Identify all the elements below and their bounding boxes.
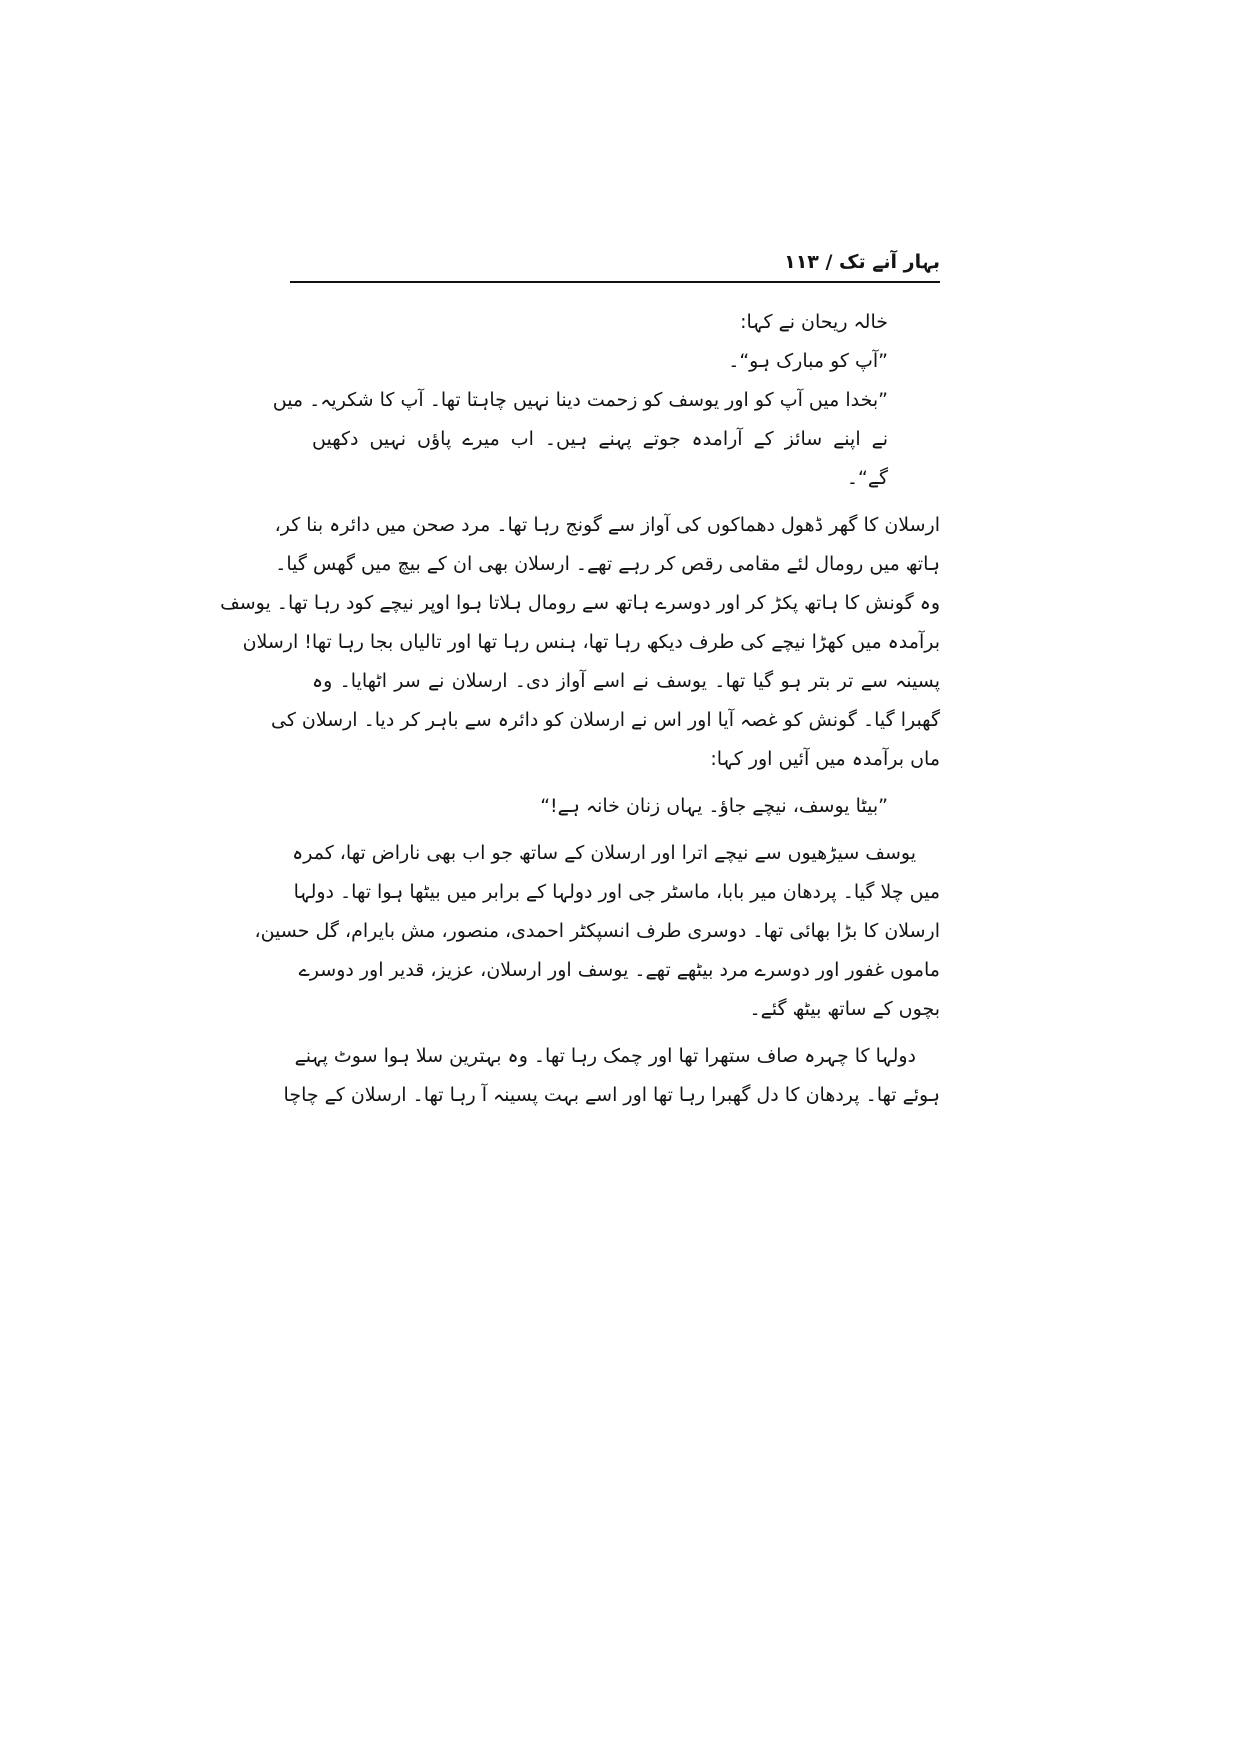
text-line: خالہ ریحان نے کہا:	[740, 311, 888, 333]
text-line: دولہا کا چہرہ صاف ستھرا تھا اور چمک رہا تھا۔ وہ بہترین سلا ہوا سوٹ پہنے	[294, 1045, 916, 1067]
text-line: ارسلان کا گھر ڈھول دھماکوں کی آواز سے گونج رہا تھا۔ مرد صحن میں دائرہ بنا کر،	[274, 514, 940, 536]
text-line: یوسف سیڑھیوں سے نیچے اترا اور ارسلان کے ساتھ جو اب بھی ناراض تھا، کمرہ	[292, 842, 916, 864]
text-line: پسینہ سے تر بتر ہو گیا تھا۔ یوسف نے اسے آواز دی۔ ارسلان نے سر اٹھایا۔ وہ	[312, 670, 940, 692]
text-line: ہوئے تھا۔ پردھان کا دل گھبرا رہا تھا اور اسے بہت پسینہ آ رہا تھا۔ ارسلان کے چاچا	[283, 1084, 940, 1106]
paragraph	[283, 1037, 940, 1115]
text-line: ہاتھ میں رومال لئے مقامی رقص کر رہے تھے۔ ارسلان بھی ان کے بیچ میں گھس گیا۔	[275, 553, 940, 575]
text-line: ارسلان کا بڑا بھائی تھا۔ دوسری طرف انسپکٹر احمدی، منصور، مش بایرام، گل حسین،	[254, 920, 940, 942]
text-line: میں چلا گیا۔ پردھان میر بابا، ماسٹر جی اور دولہا کے برابر میں بیٹھا ہوا تھا۔ دولہا	[293, 881, 940, 903]
text-line: وہ گونش کا ہاتھ پکڑ کر اور دوسرے ہاتھ سے رومال ہلاتا ہوا اوپر نیچے کود رہا تھا۔ یوسف	[220, 592, 940, 614]
paragraph	[254, 834, 940, 1029]
body-text	[220, 303, 940, 1313]
text-line: نے اپنے سائز کے آرامدہ جوتے پہنے ہیں۔ اب میرے پاؤں نہیں دکھیں	[312, 428, 888, 450]
text-line: ”بیٹا یوسف، نیچے جاؤ۔ یہاں زنان خانہ ہے!“	[540, 795, 888, 817]
quotation	[312, 787, 940, 826]
running-head: بہار آنے تک / ۱۱۳	[784, 251, 940, 273]
text-line: برآمدہ میں کھڑا نیچے کی طرف دیکھ رہا تھا، ہنس رہا تھا اور تالیاں بجا رہا تھا! ارسلان	[242, 631, 940, 653]
text-line: ماموں غفور اور دوسرے مرد بیٹھے تھے۔ یوسف اور ارسلان، عزیز، قدیر اور دوسرے	[298, 959, 940, 981]
text-line: ”بخدا میں آپ کو اور یوسف کو زحمت دینا نہیں چاہتا تھا۔ آپ کا شکریہ۔ میں	[272, 389, 888, 411]
text-line: گھبرا گیا۔ گونش کو غصہ آیا اور اس نے ارسلان کو دائرہ سے باہر کر دیا۔ ارسلان کی	[271, 709, 940, 731]
text-line: بچوں کے ساتھ بیٹھ گئے۔	[749, 998, 940, 1020]
text-line: ”آپ کو مبارک ہو“۔	[728, 350, 888, 372]
text-line: ماں برآمدہ میں آئیں اور کہا:	[710, 748, 940, 770]
text-line: گے“۔	[846, 467, 888, 489]
header-rule	[290, 281, 940, 283]
paragraph	[220, 506, 940, 779]
dialogue-block	[272, 303, 940, 498]
